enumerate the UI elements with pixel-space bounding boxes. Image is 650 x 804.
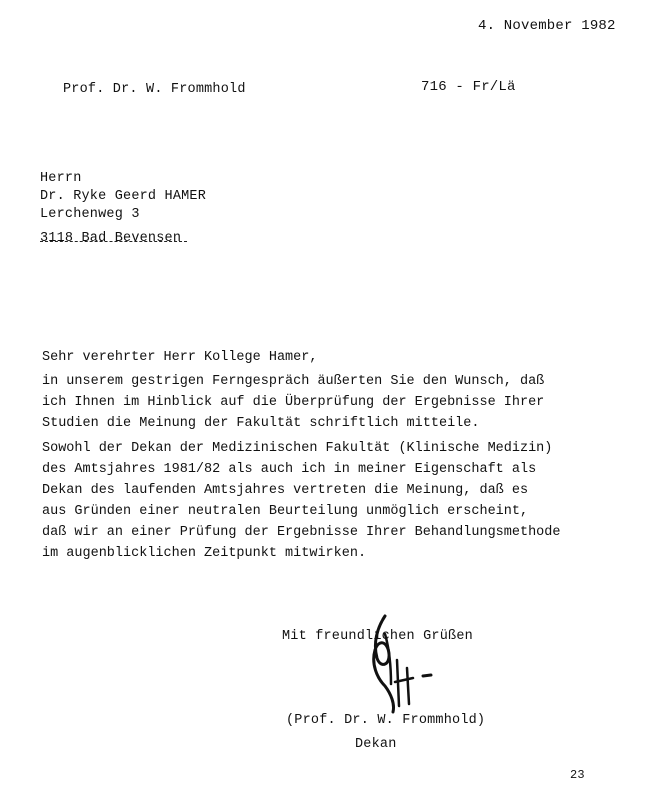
recipient-salutation-line: Herrn [40,171,82,186]
letter-salutation: Sehr verehrter Herr Kollege Hamer, [42,350,318,365]
reference-code: 716 - Fr/Lä [421,79,516,95]
sender-name: Prof. Dr. W. Frommhold [63,82,246,97]
paragraph-2-line: im augenblicklichen Zeitpunkt mitwirken. [42,546,367,561]
paragraph-1-line: ich Ihnen im Hinblick auf die Überprüfung der Ergebnisse Ihrer [42,395,545,410]
recipient-address [40,170,206,248]
paragraph-2 [42,438,560,564]
paragraph-2-line: Sowohl der Dekan der Medizinischen Fakultät (Klinische Medizin) [42,441,553,456]
paragraph-2-line: aus Gründen einer neutralen Beurteilung unmöglich erscheint, [42,504,529,519]
signer-title: Dekan [355,737,397,752]
paragraph-1-line: in unserem gestrigen Ferngespräch äußerten Sie den Wunsch, daß [42,374,545,389]
paragraph-2-line: daß wir an einer Prüfung der Ergebnisse Ihrer Behandlungsmethode [42,525,561,540]
handwritten-signature [355,608,445,718]
recipient-street: Lerchenweg 3 [40,207,140,222]
recipient-name: Dr. Ryke Geerd HAMER [40,189,207,204]
paragraph-1-line: Studien die Meinung der Fakultät schriftlich mitteile. [42,416,480,431]
closing-phrase: Mit freundlichen Grüßen [282,629,473,644]
letter-date: 4. November 1982 [478,18,616,34]
paragraph-2-line: des Amtsjahres 1981/82 als auch ich in meiner Eigenschaft als [42,462,537,477]
recipient-city: 3118 Bad Bevensen [40,231,182,246]
paragraph-2-line: Dekan des laufenden Amtsjahres vertreten die Meinung, daß es [42,483,529,498]
signer-name: (Prof. Dr. W. Frommhold) [286,713,486,728]
page-number: 23 [570,768,585,782]
paragraph-1 [42,371,544,434]
city-underline [40,241,187,242]
